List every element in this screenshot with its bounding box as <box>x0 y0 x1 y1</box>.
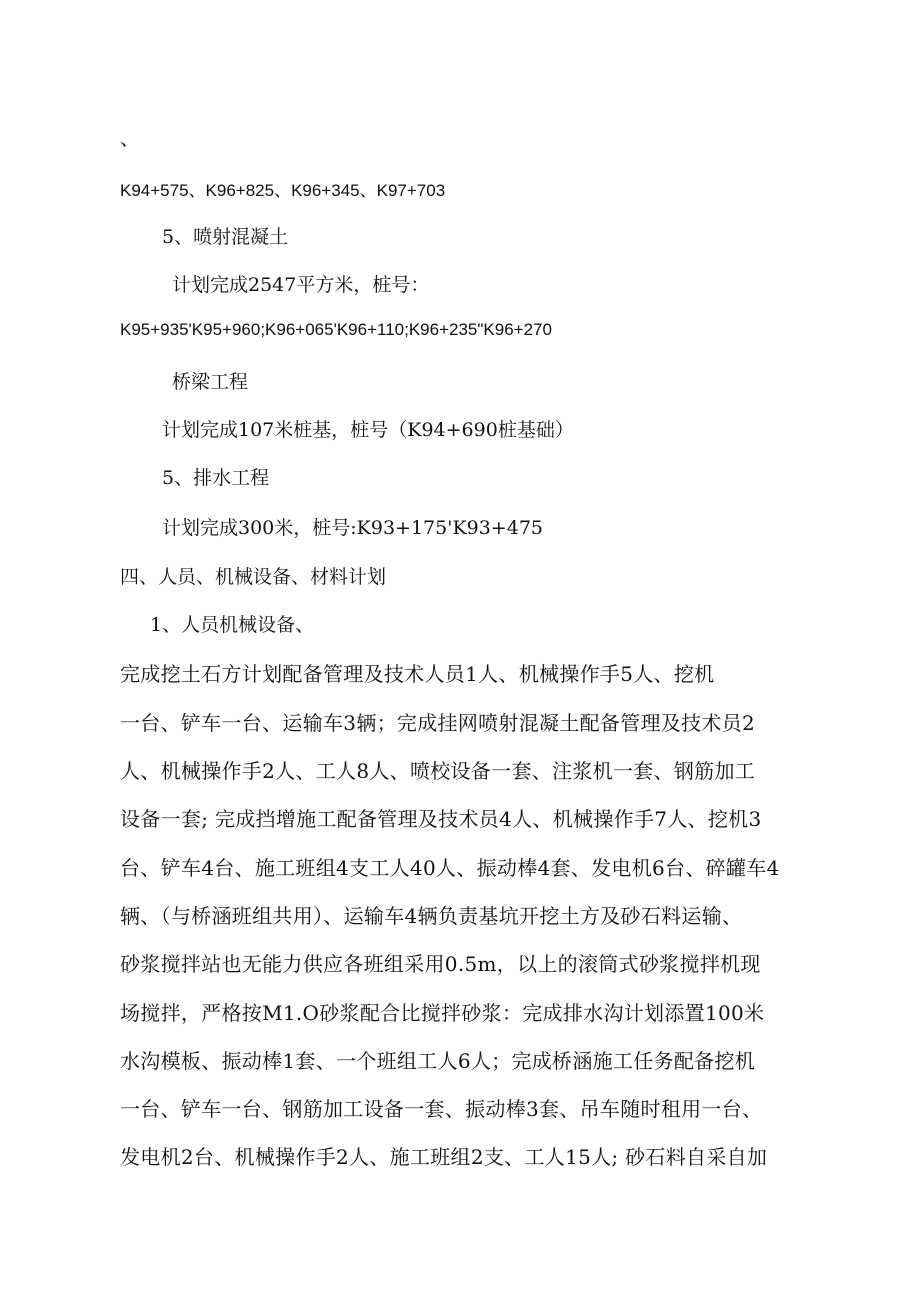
paragraph-line: 人、机械操作手2人、工人8人、喷校设备一套、注浆机一套、钢筋加工 <box>120 759 756 783</box>
paragraph-line: 完成挖土石方计划配备管理及技术人员1人、机械操作手5人、挖机 <box>120 662 715 686</box>
subsection-heading-personnel: 1、人员机械设备、 <box>150 614 315 636</box>
paragraph-line: 发电机2台、机械操作手2人、施工班组2支、工人15人; 砂石料自采自加 <box>120 1145 768 1169</box>
paragraph-line: 台、铲车4台、施工班组4支工人40人、振动棒4套、发电机6台、碎罐车4 <box>120 856 780 880</box>
shotcrete-stations: K95+935'K95+960;K96+065'K96+110;K96+235"K96+270 <box>120 320 552 339</box>
bridge-plan: 计划完成107米桩基，桩号（K94+690桩基础） <box>162 419 574 441</box>
chapter-heading-resources: 四、人员、机械设备、材料计划 <box>120 566 387 588</box>
paragraph-line: 辆、（与桥涵班组共用）、运输车4辆负责基坑开挖土方及砂石料运输、 <box>120 904 743 928</box>
paragraph-line: 砂浆搅拌站也无能力供应各班组采用0.5m，以上的滚筒式砂浆搅拌机现 <box>120 952 761 976</box>
station-list: K94+575、K96+825、K96+345、K97+703 <box>120 181 446 200</box>
paragraph-line: 水沟模板、振动棒1套、一个班组工人6人；完成桥涵施工任务配备挖机 <box>120 1049 756 1073</box>
paragraph-line: 一台、铲车一台、钢筋加工设备一套、振动棒3套、吊车随时租用一台、 <box>120 1097 763 1121</box>
stray-punctuation: 、 <box>120 128 140 150</box>
shotcrete-plan: 计划完成2547平方米，桩号： <box>172 274 430 296</box>
section-heading-shotcrete: 5、喷射混凝土 <box>162 226 289 248</box>
drainage-plan: 计划完成300米，桩号:K93+175'K93+475 <box>162 517 544 539</box>
paragraph-line: 场搅拌，严格按M1.O砂浆配合比搅拌砂浆：完成排水沟计划添置100米 <box>120 1001 765 1025</box>
section-heading-bridge: 桥梁工程 <box>172 371 249 393</box>
paragraph-line: 一台、铲车一台、运输车3辆；完成挂网喷射混凝土配备管理及技术员2 <box>120 711 756 735</box>
paragraph-line: 设备一套; 完成挡增施工配备管理及技术员4人、机械操作手7人、挖机3 <box>120 807 762 831</box>
section-heading-drainage: 5、排水工程 <box>162 467 270 489</box>
